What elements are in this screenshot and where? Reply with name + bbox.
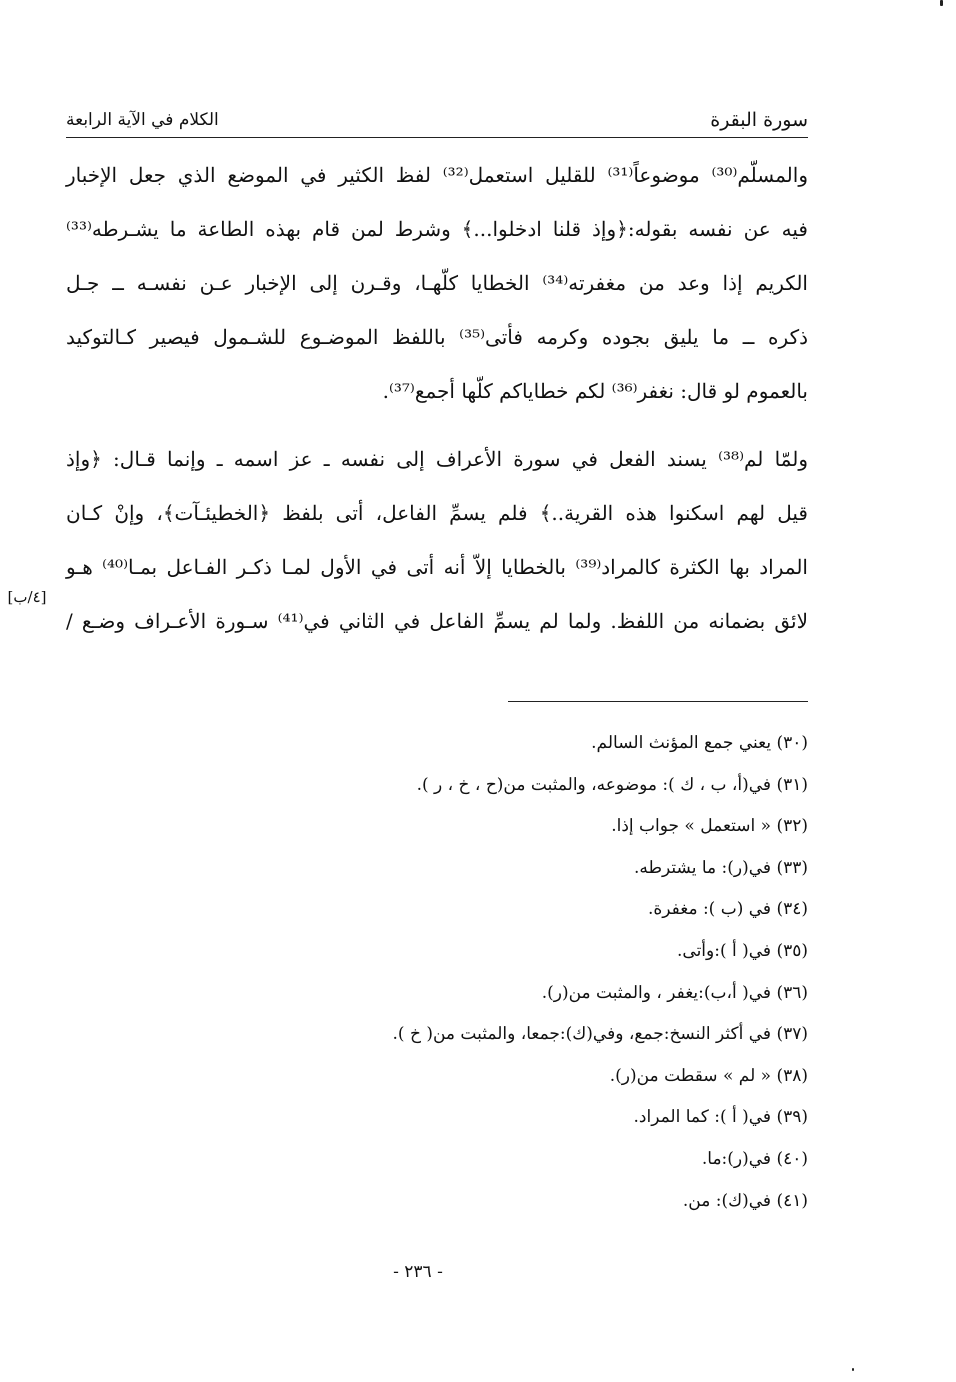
footnote: (٤٠) في(ر):ما. [701, 1148, 808, 1169]
paragraph-2 [66, 432, 808, 648]
footnote: (٣٢) « استعمل » جواب إذا. [611, 816, 808, 837]
text-line: الكريم إذا وعد من مغفرته⁽³⁴⁾ الخطايا كلّهـا، وقـرن إلى الإخبار عـن نفسـه ــ جـل [66, 271, 808, 295]
scan-speck [940, 0, 943, 6]
header-sura-title: سورة البقرة [710, 109, 808, 131]
text-line: ذكره ــ ما يليق بجوده وكرمه فأتى⁽³⁵⁾ باللفظ الموضـوع للشـمول فيصير كـالتوكيد [66, 325, 808, 349]
footnote: (٤١) في(ك): من. [682, 1190, 808, 1211]
footnotes-list [248, 723, 808, 1222]
text-line: ولمّا لم⁽³⁸⁾ يسند الفعل في سورة الأعراف إلى نفسه ـ عز اسمه ـ وإنما قـال: ﴿وإذ [66, 447, 809, 471]
text-line: والمسلّم⁽³⁰⁾ موضوعاً⁽³¹⁾ للقليل استعمل⁽³²⁾ لفظ الكثير في الموضع الذي جعل الإخبار [66, 163, 808, 187]
footnote: (٣٣) في(ر): ما يشترطه. [634, 857, 808, 878]
text-line: بالعموم لو قال: نغفر⁽³⁶⁾ لكم خطاياكم كلّها أجمع⁽³⁷⁾. [382, 379, 808, 403]
footnote: (٣٧) في أكثر النسخ:جمع، وفي(ك):جمعا، والمثبت من( خ ). [392, 1024, 808, 1045]
main-text-body [66, 148, 808, 648]
paragraph-1 [66, 148, 808, 418]
manuscript-folio-note: [٤/ب] [7, 588, 47, 606]
footnote: (٣٩) في( أ ): كما المراد. [633, 1107, 808, 1128]
footnote: (٣٦) في( أ،ب):يغفر ، والمثبت من(ر). [541, 982, 808, 1003]
text-line: لائق بضمانه من اللفظ. ولما لم يسمِّ الفاعل في الثاني في⁽⁴¹⁾ سـورة الأعـراف وضـع / [66, 609, 808, 633]
footnote: (٣١) في(أ، ب ، ك ): موضوعه، والمثبت من(ح ، خ ، ر ). [416, 774, 808, 795]
scan-speck [852, 1368, 854, 1371]
text-line: قيل لهم اسكنوا هذه القرية..﴾ فلم يسمِّ الفاعل، أتى بلفظ ﴿الخطيئـآت﴾، وإنْ كـان [66, 501, 808, 525]
footnote: (٣٠) يعني جمع المؤنث السالم. [591, 733, 808, 753]
footnote: (٣٨) « لم » سقطت من(ر). [609, 1065, 808, 1086]
text-line: المراد بها الكثرة كالمراد⁽³⁹⁾ بالخطايا إلاّ أنه أتى في الأول لمـا ذكـر الفـاعل بمـا⁽⁴⁰⁾ هـو [66, 555, 808, 579]
text-line: فيه عن نفسه بقوله:﴿وإذ قلنا ادخلوا...﴾ وشرط لمن قام بهذه الطاعة ما يشـرطه⁽³³⁾ [66, 217, 808, 241]
header-section-title: الكلام في الآية الرابعة [66, 110, 219, 130]
footnote: (٣٤) في (ب ): مغفرة. [647, 899, 808, 920]
page-number: - ٢٣٦ - [393, 1262, 443, 1282]
footnote: (٣٥) في( أ ):وأتى. [677, 940, 808, 961]
running-header [66, 103, 808, 138]
footnote-separator [508, 701, 808, 702]
